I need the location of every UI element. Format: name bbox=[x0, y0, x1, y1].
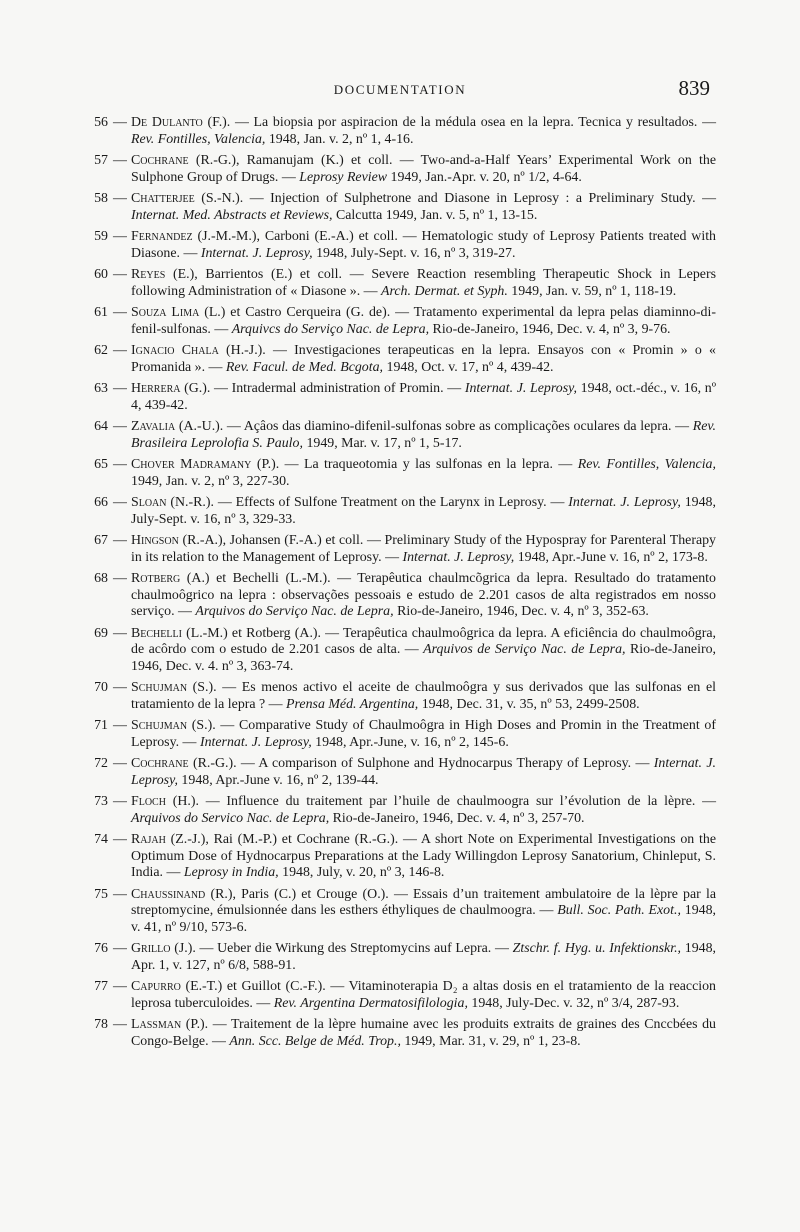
entry-journal: Arquivcs do Serviço Nac. de Lepra, bbox=[231, 321, 430, 337]
entry-author: Hingson bbox=[131, 533, 179, 548]
page-number: 839 bbox=[678, 76, 710, 100]
entry-dash: — bbox=[113, 1017, 127, 1032]
entry-title: — A comparison of Sulphone and Hydnocarpus Therapy of Leprosy. — bbox=[236, 756, 654, 771]
bibliography-entry bbox=[88, 191, 716, 224]
entry-citation: 1948, Oct. v. 17, nº 4, 439-42. bbox=[383, 359, 554, 375]
entry-number: 72 bbox=[94, 756, 108, 771]
bibliography-entry bbox=[88, 794, 716, 827]
entry-author: Grillo bbox=[131, 941, 171, 956]
bibliography-entry bbox=[88, 832, 716, 882]
entry-title: — Hematologic study of Leprosy Patients treated with Diasone. — bbox=[131, 229, 716, 261]
entry-journal: Internat. J. Leprosy, bbox=[464, 381, 577, 396]
entry-number: 75 bbox=[94, 886, 108, 902]
entry-title: — Investigaciones terapeuticas en la lepra. Ensayos con « Promin » o « Promanida ». — bbox=[131, 343, 716, 375]
entry-journal: Rev. Brasileira Leprolofia S. Paulo, bbox=[131, 419, 716, 451]
entry-author: Rajah bbox=[131, 832, 166, 847]
entry-author-details: (A.-U.). bbox=[175, 419, 224, 434]
entry-journal: Internat. J. Leprosy, bbox=[199, 734, 312, 750]
entry-dash: — bbox=[113, 419, 127, 434]
bibliography-list bbox=[88, 115, 716, 1055]
bibliography-entry bbox=[88, 718, 716, 751]
entry-title: — Vitaminoterapia D₂ a altas dosis en el tratamiento de la reaccion leprosa tuberculoides. — bbox=[131, 979, 716, 1011]
bibliography-entry bbox=[88, 495, 716, 528]
entry-citation: Rio-de-Janeiro, 1946, Dec. v. 4. nº 3, 363-74. bbox=[131, 642, 716, 674]
entry-author-details: (S.). bbox=[187, 718, 216, 733]
entry-journal: Leprosy in India, bbox=[183, 865, 279, 880]
bibliography-entry bbox=[88, 979, 716, 1012]
entry-author: Floch bbox=[131, 794, 166, 809]
entry-journal: Internat. J. Leprosy, bbox=[568, 495, 681, 510]
entry-title: — Influence du traitement par l’huile de chaulmoogra sur l’évolution de la lèpre. — bbox=[198, 794, 716, 809]
entry-journal: Internat. Med. Abstracts et Reviews, bbox=[131, 207, 333, 223]
entry-dash: — bbox=[113, 457, 127, 472]
entry-dash: — bbox=[113, 886, 127, 902]
entry-journal: Rev. Facul. de Med. Bcgota, bbox=[225, 359, 384, 375]
entry-author: Souza Lima bbox=[131, 305, 200, 320]
entry-citation: 1948, July-Sept. v. 16, nº 3, 319-27. bbox=[312, 245, 516, 261]
entry-journal: Ann. Scc. Belge de Méd. Trop., bbox=[229, 1033, 401, 1049]
bibliography-entry bbox=[88, 419, 716, 452]
entry-title: — A short Note on Experimental Investigations on the Optimum Dose of Hydnocarpus Preparations at the Lady Willingdon Leprosy Sanatorium, Chinleput, S. India. — bbox=[131, 832, 716, 880]
entry-citation: 1948, v. 41, nº 9/10, 573-6. bbox=[131, 903, 717, 935]
entry-title: — Severe Reaction resembling Therapeutic Shock in Lepers following Administration of « Diasone ». — bbox=[131, 267, 716, 299]
entry-number: 69 bbox=[94, 625, 108, 641]
entry-dash: — bbox=[113, 495, 127, 510]
entry-citation: 1948, Apr.-June v. 16, nº 2, 139-44. bbox=[177, 772, 379, 788]
entry-author-details: (J.). bbox=[170, 941, 196, 956]
entry-author-details: (S.). bbox=[187, 680, 217, 695]
entry-number: 73 bbox=[94, 794, 108, 809]
entry-dash: — bbox=[113, 533, 127, 548]
entry-citation: 1949, Jan.-Apr. v. 20, nº 1/2, 4-64. bbox=[387, 169, 582, 185]
entry-number: 76 bbox=[94, 941, 108, 956]
entry-number: 60 bbox=[94, 267, 108, 282]
entry-author: Lassman bbox=[131, 1017, 182, 1032]
entry-dash: — bbox=[113, 756, 127, 771]
entry-citation: 1949, Jan. v. 59, nº 1, 118-19. bbox=[507, 283, 677, 299]
entry-dash: — bbox=[113, 794, 127, 809]
entry-journal: Rev. Argentina Dermatosifilologia, bbox=[273, 995, 468, 1011]
entry-title: — Comparative Study of Chaulmoôgra in High Doses and Promin in the Treatment of Leprosy. — bbox=[131, 718, 716, 750]
entry-number: 56 bbox=[94, 115, 108, 130]
entry-title: — Traitement de la lèpre humaine avec les produits extraits de graines des Cnccbées du Congo-Belge. — bbox=[131, 1017, 716, 1049]
entry-author: De Dulanto bbox=[131, 115, 203, 130]
entry-dash: — bbox=[113, 979, 127, 994]
entry-citation: 1948, Apr.-June, v. 16, nº 2, 145-6. bbox=[311, 734, 509, 750]
entry-title: — Terapêutica chaulmcõgrica da lepra. Resultado do tratamento chaulmoôgrico na lepra : observações pessoais e estudo de 2.201 casos de alta registrados em nosso serviço. — bbox=[131, 571, 716, 619]
entry-author-details: (R.-G.). bbox=[188, 756, 237, 771]
entry-dash: — bbox=[113, 115, 127, 130]
entry-citation: 1948, Jan. v. 2, nº 1, 4-16. bbox=[265, 131, 414, 147]
entry-title: — Effects of Sulfone Treatment on the Larynx in Leprosy. — bbox=[213, 495, 569, 510]
bibliography-entry bbox=[88, 267, 716, 300]
entry-title: — Tratamento experimental da lepra pelas diaminno-di-fenil-sulfonas. — bbox=[131, 305, 716, 337]
entry-citation: 1948, Apr. 1, v. 127, nº 6/8, 588-91. bbox=[131, 941, 717, 973]
entry-author: Capurro bbox=[131, 979, 181, 994]
entry-citation: Rio-de-Janeiro, 1946, Dec. v. 4, nº 3, 9-76. bbox=[429, 321, 671, 337]
entry-author-details: (E.), Barrientos (E.) et coll. bbox=[165, 267, 342, 282]
entry-citation: 1948, Apr.-June v. 16, nº 2, 173-8. bbox=[514, 549, 708, 565]
entry-author: Zavalia bbox=[131, 419, 176, 434]
entry-number: 61 bbox=[94, 305, 108, 320]
entry-title: — Açâos das diamino-difenil-sulfonas sobre as complicações oculares da lepra. — bbox=[223, 419, 693, 434]
bibliography-entry bbox=[88, 680, 716, 713]
entry-dash: — bbox=[113, 191, 127, 206]
bibliography-entry bbox=[88, 457, 716, 490]
entry-journal: Internat. J. Leprosy, bbox=[402, 549, 515, 565]
entry-author: Bechelli bbox=[131, 625, 182, 641]
bibliography-entry bbox=[88, 887, 716, 937]
entry-author-details: (A.) et Bechelli (L.-M.). bbox=[180, 571, 331, 586]
entry-author: Fernandez bbox=[131, 229, 193, 244]
entry-citation: 1948, July-Sept. v. 16, nº 3, 329-33. bbox=[131, 495, 716, 527]
entry-author-details: (R.), Paris (C.) et Crouge (O.). bbox=[205, 886, 389, 902]
entry-number: 78 bbox=[94, 1017, 108, 1032]
entry-author: Sloan bbox=[131, 495, 167, 510]
bibliography-entry bbox=[88, 756, 716, 789]
entry-dash: — bbox=[113, 153, 127, 168]
entry-dash: — bbox=[113, 718, 127, 733]
entry-journal: Arquivos do Servico Nac. de Lepra, bbox=[131, 810, 330, 826]
entry-dash: — bbox=[113, 229, 127, 244]
entry-number: 58 bbox=[94, 191, 108, 206]
entry-journal: Arquivos de Serviço Nac. de Lepra, bbox=[423, 642, 626, 657]
entry-dash: — bbox=[113, 267, 127, 282]
entry-author-details: (S.-N.). bbox=[194, 191, 244, 206]
entry-title: — Intradermal administration of Promin. — bbox=[210, 381, 465, 396]
entry-citation: 1948, July-Dec. v. 32, nº 3/4, 287-93. bbox=[467, 995, 680, 1011]
entry-number: 67 bbox=[94, 533, 108, 548]
entry-number: 63 bbox=[94, 381, 108, 396]
entry-title: — La traqueotomia y las sulfonas en la lepra. — bbox=[279, 457, 578, 472]
entry-journal: Internat. J. Leprosy, bbox=[131, 756, 716, 788]
entry-number: 65 bbox=[94, 457, 108, 472]
entry-title: — Injection of Sulphetrone and Diasone in Leprosy : a Preliminary Study. — bbox=[243, 191, 716, 206]
bibliography-entry bbox=[88, 626, 716, 676]
entry-title: — Two-and-a-Half Years’ Experimental Work on the Sulphone Group of Drugs. — bbox=[131, 153, 716, 185]
entry-citation: 1949, Mar. 31, v. 29, nº 1, 23-8. bbox=[400, 1033, 581, 1049]
entry-journal: Rev. Fontilles, Valencia, bbox=[131, 131, 266, 147]
entry-number: 68 bbox=[94, 571, 108, 586]
entry-journal: Arquivos do Serviço Nac. de Lepra, bbox=[195, 604, 394, 619]
entry-number: 77 bbox=[94, 979, 108, 994]
entry-author-details: (H.). bbox=[165, 794, 199, 809]
entry-author: Chover Madramany bbox=[131, 457, 252, 472]
bibliography-entry bbox=[88, 305, 716, 338]
entry-author: Chaussinand bbox=[131, 886, 206, 902]
entry-citation: Rio-de-Janeiro, 1946, Dec. v. 4, nº 3, 257-70. bbox=[329, 810, 585, 826]
entry-author-details: (R.-G.), Ramanujam (K.) et coll. bbox=[188, 153, 393, 168]
bibliography-entry bbox=[88, 1017, 716, 1050]
entry-title: — La biopsia por aspiracion de la médula osea en la lepra. Tecnica y resultados. — bbox=[230, 115, 716, 130]
entry-author-details: (G.). bbox=[180, 381, 211, 396]
bibliography-entry bbox=[88, 343, 716, 376]
entry-citation: 1948, oct.-déc., v. 16, nº 4, 439-42. bbox=[131, 381, 716, 413]
entry-journal: Rev. Fontilles, Valencia, bbox=[577, 457, 716, 472]
entry-dash: — bbox=[113, 305, 127, 320]
entry-number: 66 bbox=[94, 495, 108, 510]
entry-citation: Calcutta 1949, Jan. v. 5, nº 1, 13-15. bbox=[332, 207, 538, 223]
entry-number: 64 bbox=[94, 419, 108, 434]
entry-author: Chatterjee bbox=[131, 191, 195, 206]
entry-citation: 1948, July, v. 20, nº 3, 146-8. bbox=[278, 865, 445, 880]
entry-author-details: (P.). bbox=[181, 1017, 209, 1032]
entry-author-details: (N.-R.). bbox=[166, 495, 214, 510]
entry-number: 62 bbox=[94, 343, 108, 358]
entry-dash: — bbox=[113, 832, 127, 847]
entry-journal: Ztschr. f. Hyg. u. Infektionskr., bbox=[512, 941, 682, 956]
entry-dash: — bbox=[113, 343, 127, 358]
bibliography-entry bbox=[88, 229, 716, 262]
bibliography-entry bbox=[88, 115, 716, 148]
bibliography-entry bbox=[88, 941, 716, 974]
entry-title: — Es menos activo el aceite de chaulmoôgra y sus derivados que las sulfonas en el tratamiento de la lepra ? — bbox=[131, 680, 716, 712]
entry-number: 70 bbox=[94, 680, 108, 695]
entry-citation: 1948, Dec. 31, v. 35, nº 53, 2499-2508. bbox=[418, 696, 640, 712]
entry-author: Cochrane bbox=[131, 756, 189, 771]
entry-author-details: (F.). bbox=[202, 115, 231, 130]
entry-author: Herrera bbox=[131, 381, 181, 396]
bibliography-entry bbox=[88, 533, 716, 566]
entry-dash: — bbox=[113, 941, 127, 956]
entry-author-details: (E.-T.) et Guillot (C.-F.). bbox=[180, 979, 326, 994]
entry-author: Reyes bbox=[131, 267, 166, 282]
entry-author-details: (H.-J.). bbox=[218, 343, 266, 358]
entry-journal: Bull. Soc. Path. Exot., bbox=[557, 903, 681, 918]
entry-citation: Rio-de-Janeiro, 1946, Dec. v. 4, nº 3, 352-63. bbox=[393, 604, 649, 619]
bibliography-entry bbox=[88, 571, 716, 621]
bibliography-entry bbox=[88, 153, 716, 186]
entry-number: 57 bbox=[94, 153, 108, 168]
entry-title: — Ueber die Wirkung des Streptomycins auf Lepra. — bbox=[195, 941, 513, 956]
entry-journal: Prensa Méd. Argentina, bbox=[286, 696, 419, 712]
entry-author: Schujman bbox=[131, 680, 188, 695]
page-header bbox=[90, 76, 710, 104]
entry-dash: — bbox=[113, 571, 127, 586]
entry-dash: — bbox=[113, 680, 127, 695]
entry-author: Schujman bbox=[131, 718, 188, 733]
entry-author-details: (R.-A.), Johansen (F.-A.) et coll. bbox=[178, 533, 364, 548]
entry-author: Cochrane bbox=[131, 153, 189, 168]
entry-dash: — bbox=[113, 381, 127, 396]
entry-number: 74 bbox=[94, 832, 108, 847]
entry-title: — Essais d’un traitement ambulatoire de la lèpre par la streptomycine, émulsionnée dans les esthers éthyliques de chaulmoogra. — bbox=[131, 886, 716, 918]
entry-title: — Preliminary Study of the Hypospray for Parenteral Therapy in its relation to the Management of Leprosy. — bbox=[131, 533, 717, 565]
entry-author-details: (L.) et Castro Cerqueira (G. de). bbox=[199, 305, 391, 320]
entry-number: 71 bbox=[94, 718, 108, 733]
entry-author-details: (J.-M.-M.), Carboni (E.-A.) et coll. bbox=[192, 229, 398, 244]
entry-author: Ignacio Chala bbox=[131, 343, 219, 358]
bibliography-entry bbox=[88, 381, 716, 414]
entry-journal: Arch. Dermat. et Syph. bbox=[381, 283, 508, 299]
entry-journal: Leprosy Review bbox=[299, 169, 388, 185]
entry-citation: 1949, Mar. v. 17, nº 1, 5-17. bbox=[302, 435, 462, 451]
entry-dash: — bbox=[113, 625, 127, 641]
entry-number: 59 bbox=[94, 229, 108, 244]
entry-author: Rotberg bbox=[131, 571, 181, 586]
entry-author-details: (P.). bbox=[251, 457, 280, 472]
entry-citation: 1949, Jan. v. 2, nº 3, 227-30. bbox=[131, 473, 290, 489]
entry-author-details: (Z.-J.), Rai (M.-P.) et Cochrane (R.-G.). bbox=[165, 832, 399, 847]
entry-title: — Terapêutica chaulmoôgrica da lepra. A eficiência do chaulmoôgra, de acôrdo com o estudo de 2.201 casos de alta. — bbox=[131, 625, 716, 657]
running-title: DOCUMENTATION bbox=[333, 82, 467, 97]
entry-journal: Internat. J. Leprosy, bbox=[200, 245, 313, 261]
entry-author-details: (L.-M.) et Rotberg (A.). bbox=[181, 625, 322, 641]
